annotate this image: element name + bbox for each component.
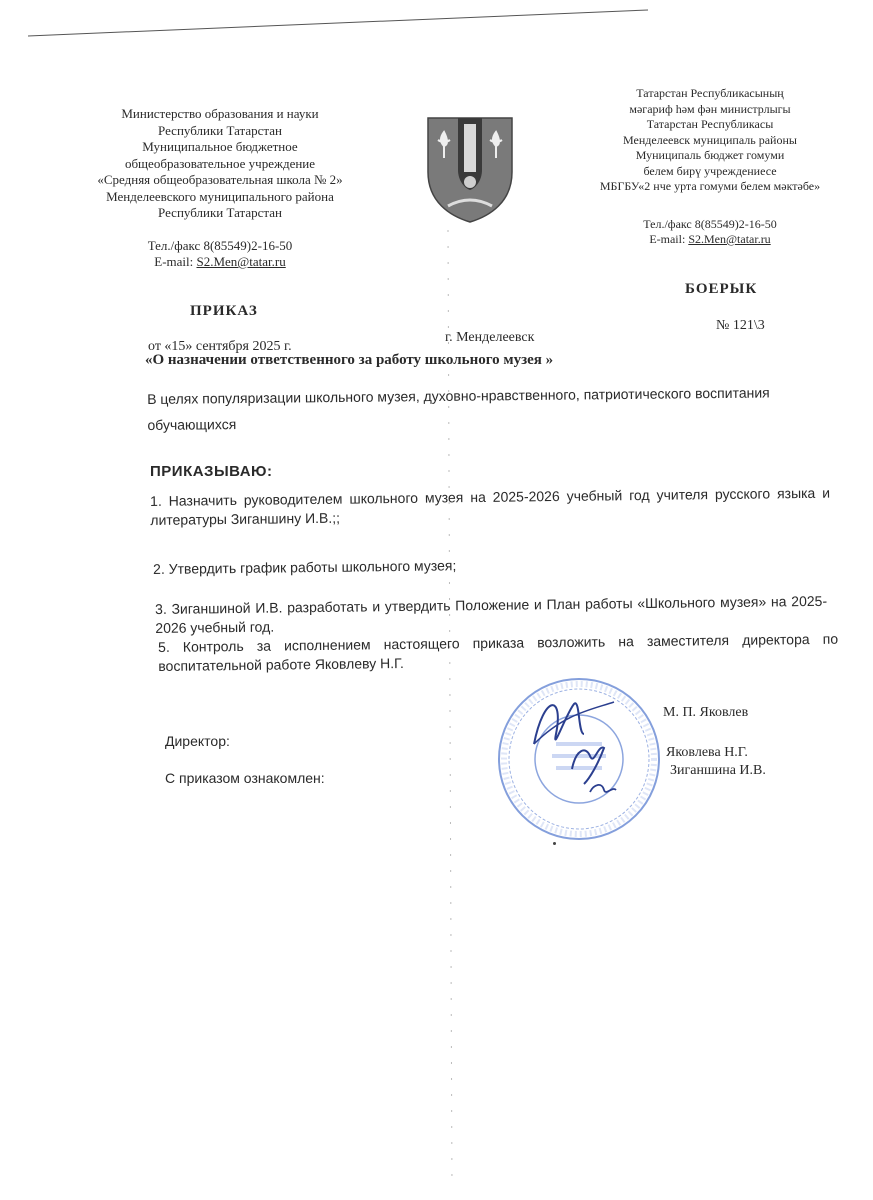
email-label: E-mail: — [154, 254, 197, 269]
school-seal-stamp — [494, 674, 664, 844]
header-left-line: Республики Татарстан — [158, 122, 282, 138]
order-item: 5. Контроль за исполнением настоящего приказа возложить на заместителя директора по воспитательной работе Яковлеву Н.Г. — [158, 630, 839, 674]
director-name: М. П. Яковлев — [663, 705, 749, 720]
order-item: 3. Зиганшиной И.В. разработать и утвердить Положение и План работы «Школьного музея» на 2025-2026 учебный год. — [155, 592, 828, 636]
email-link[interactable]: S2.Men@tatar.ru — [688, 232, 771, 246]
director-label: Директор: — [165, 733, 230, 749]
acquainted-label: С приказом ознакомлен: — [165, 770, 325, 786]
header-left-line: общеобразовательное учреждение — [124, 155, 316, 171]
header-right-line: Муниципаль бюджет гомуми — [635, 148, 785, 162]
order-number: № 121\3 — [716, 318, 765, 333]
header-left-russian — [70, 106, 370, 271]
header-right-line: Менделеевск муниципаль районы — [623, 132, 797, 147]
header-right-line: Татарстан Республикасы — [646, 117, 774, 131]
header-right-phone: Тел./факс 8(85549)2-16-50 — [643, 216, 777, 231]
order-subject: «О назначении ответственного за работу школьного музея » — [145, 352, 554, 368]
header-left-line: Министерство образования и науки — [121, 106, 319, 121]
header-right-line: мәгариф һәм фән министрлыгы — [629, 101, 791, 116]
order-date: от «15» сентября 2025 г. — [148, 339, 292, 354]
document-title-russian: ПРИКАЗ — [190, 303, 258, 319]
header-left-line: Менделеевского муниципального района — [106, 188, 334, 204]
header-right-tatar — [575, 86, 845, 248]
order-item: 1. Назначить руководителем школьного музея на 2025-2026 учебный год учителя русского языка и литературы Зиганшину И.В.;; — [150, 484, 831, 528]
header-left-line: Муниципальное бюджетное — [142, 139, 298, 154]
preamble: В целях популяризации школьного музея, духовно-нравственного, патриотического воспитания обучающихся — [147, 384, 770, 433]
header-right-line: Татарстан Республикасының — [636, 86, 784, 100]
header-left-line: «Средняя общеобразовательная школа № 2» — [97, 172, 343, 187]
order-item: 2. Утвердить график работы школьного музея; — [153, 557, 457, 577]
email-label: E-mail: — [649, 232, 689, 246]
ink-dot — [553, 842, 556, 845]
header-right-line: МБГБУ«2 нче урта гомуми белем мәктәбе» — [599, 179, 821, 193]
document-title-tatar: БОЕРЫК — [685, 281, 758, 297]
header-right-line: белем бирү учреждениесе — [643, 163, 777, 178]
page-fold-shadow — [440, 230, 470, 1190]
acquainted-name: Зиганшина И.В. — [670, 763, 766, 778]
header-left-phone: Тел./факс 8(85549)2-16-50 — [147, 237, 293, 253]
coat-of-arms-icon — [418, 110, 522, 226]
header-right-email-row — [575, 232, 845, 248]
header-left-line: Республики Татарстан — [158, 205, 282, 220]
header-left-email-row — [70, 254, 370, 271]
top-rule — [28, 8, 658, 40]
email-link[interactable]: S2.Men@tatar.ru — [196, 254, 286, 269]
order-heading: ПРИКАЗЫВАЮ: — [150, 463, 273, 480]
acquainted-name: Яковлева Н.Г. — [666, 745, 748, 760]
city: г. Менделеевск — [445, 330, 535, 345]
